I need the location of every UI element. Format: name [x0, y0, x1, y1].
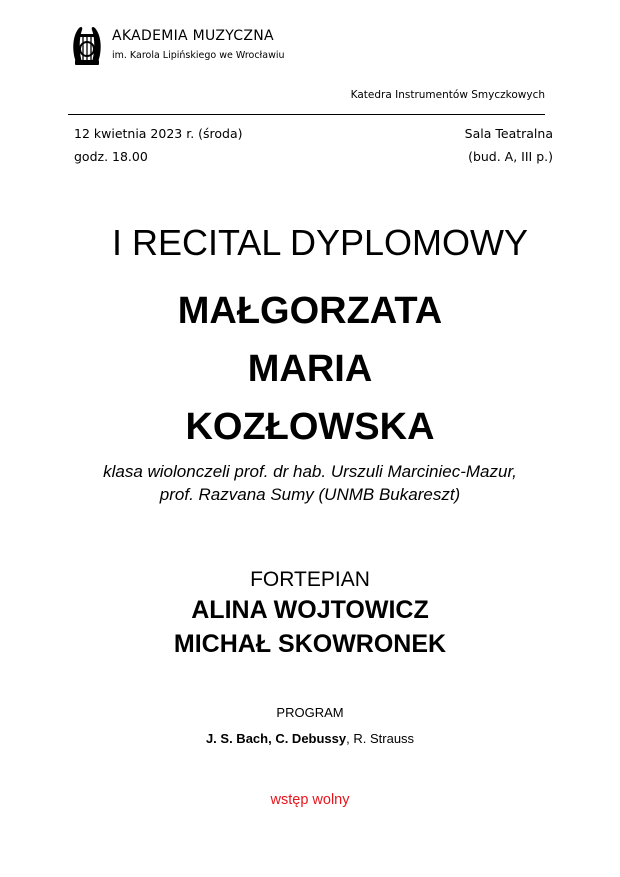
- class-info-line: prof. Razvana Sumy (UNMB Bukareszt): [159, 485, 461, 504]
- composers-separator: ,: [346, 731, 354, 746]
- institution-subtitle: im. Karola Lipińskiego we Wrocławiu: [112, 50, 285, 61]
- performer-name-line: MAŁGORZATA: [177, 290, 443, 332]
- class-info-line: klasa wiolonczeli prof. dr hab. Urszuli Marciniec-Mazur,: [103, 462, 517, 481]
- program-label: PROGRAM: [276, 705, 344, 720]
- program-composers: [0, 731, 620, 746]
- admission-note: wstęp wolny: [270, 792, 350, 808]
- pianist-name: MICHAŁ SKOWRONEK: [173, 630, 447, 658]
- accompaniment-label: FORTEPIAN: [250, 568, 370, 591]
- composers-regular: R. Strauss: [353, 731, 415, 746]
- event-date: 12 kwietnia 2023 r. (środa): [74, 126, 243, 141]
- department-name: Katedra Instrumentów Smyczkowych: [350, 89, 545, 101]
- lyre-icon: [70, 22, 104, 70]
- event-time: godz. 18.00: [74, 149, 148, 164]
- performer-name-line: KOZŁOWSKA: [185, 406, 435, 448]
- event-venue: Sala Teatralna: [464, 126, 553, 141]
- performer-name-line: MARIA: [247, 348, 373, 390]
- composers-bold: J. S. Bach, C. Debussy: [205, 731, 347, 746]
- header-divider: [68, 114, 545, 115]
- pianist-name: ALINA WOJTOWICZ: [191, 596, 429, 624]
- event-venue-detail: (bud. A, III p.): [468, 149, 553, 164]
- institution-name: AKADEMIA MUZYCZNA: [112, 28, 274, 44]
- recital-title: I RECITAL DYPLOMOWY: [111, 222, 529, 263]
